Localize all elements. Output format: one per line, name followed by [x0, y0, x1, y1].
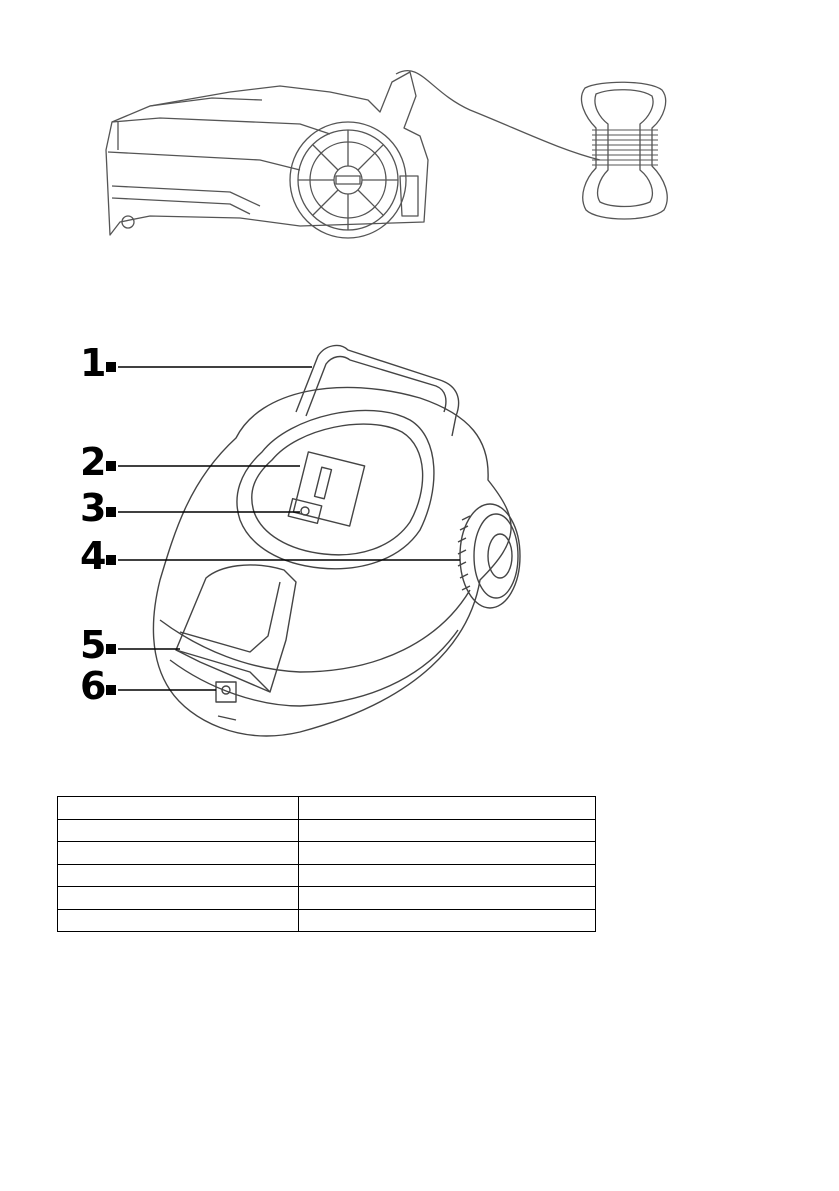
callout-number: 1 — [80, 341, 107, 385]
callout-marker — [106, 685, 116, 695]
callout-marker — [106, 461, 116, 471]
table-cell — [299, 909, 596, 932]
callout-number: 4 — [80, 534, 107, 578]
table-cell — [299, 797, 596, 820]
table-row — [58, 842, 596, 865]
side-view-figure — [0, 0, 839, 260]
callout-marker — [106, 507, 116, 517]
table-cell — [58, 887, 299, 910]
table-cell — [299, 842, 596, 865]
callout-number: 6 — [80, 664, 107, 708]
callout-marker — [106, 644, 116, 654]
table-cell — [299, 864, 596, 887]
mower-top-view-illustration — [0, 320, 839, 760]
mower-side-view-illustration — [0, 0, 839, 260]
table-row — [58, 887, 596, 910]
table-cell — [58, 797, 299, 820]
table-row — [58, 819, 596, 842]
table-cell — [58, 819, 299, 842]
table-row — [58, 864, 596, 887]
top-view-figure — [0, 320, 839, 760]
table-cell — [299, 887, 596, 910]
table-cell — [58, 864, 299, 887]
table-row — [58, 797, 596, 820]
callout-number: 2 — [80, 440, 107, 484]
callout-number: 5 — [80, 623, 107, 667]
table-cell — [58, 909, 299, 932]
table-cell — [299, 819, 596, 842]
table-cell — [58, 842, 299, 865]
table-row — [58, 909, 596, 932]
callout-marker — [106, 362, 116, 372]
parts-table — [57, 796, 596, 932]
callout-marker — [106, 555, 116, 565]
callout-number: 3 — [80, 486, 107, 530]
